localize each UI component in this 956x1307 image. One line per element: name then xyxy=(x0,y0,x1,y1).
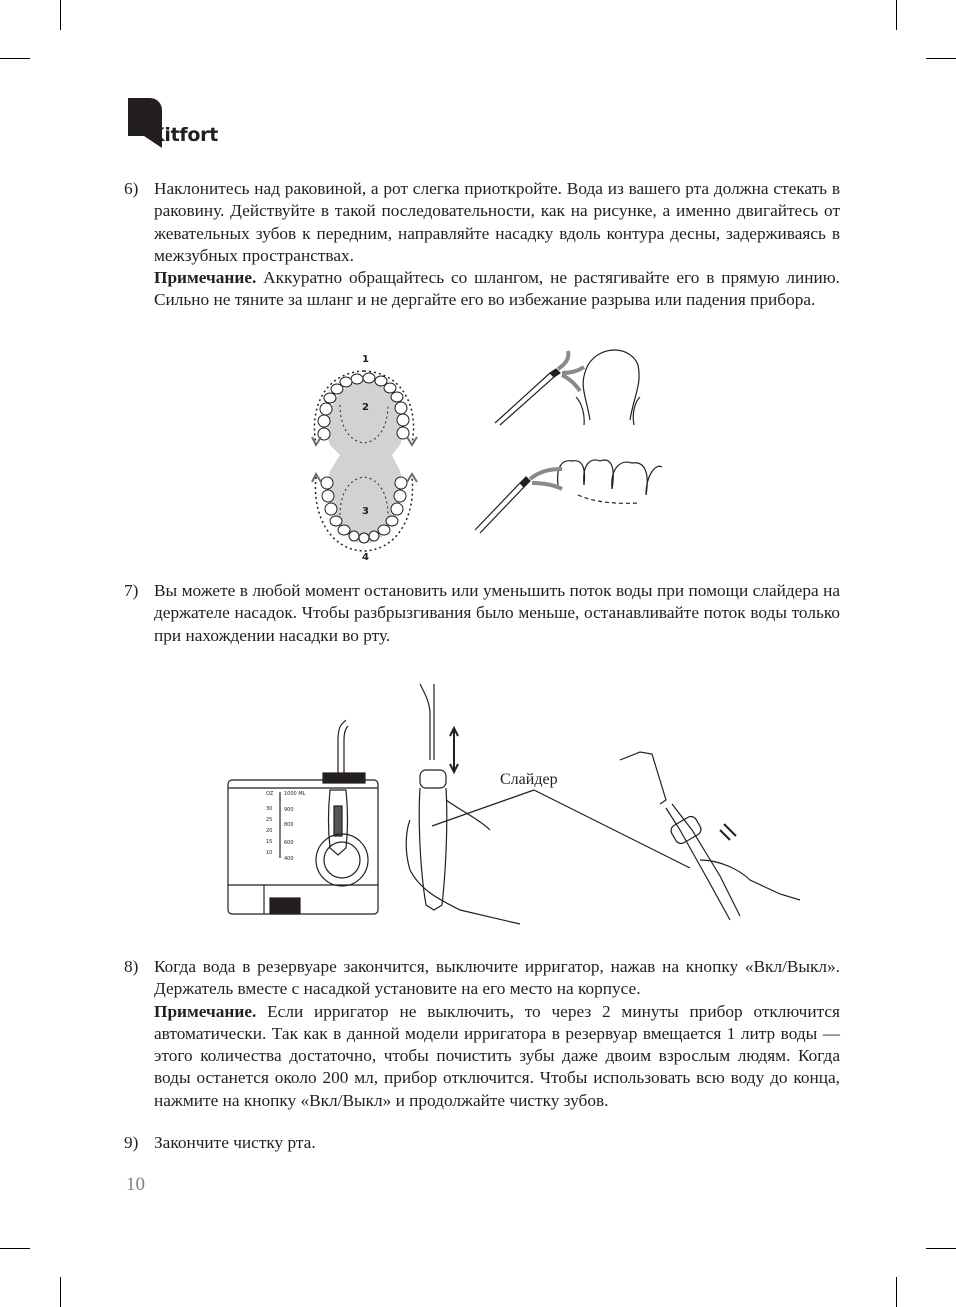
region-label: 1 xyxy=(362,354,369,365)
step-number: 8) xyxy=(124,957,139,976)
crop-mark xyxy=(60,1277,61,1307)
crop-mark xyxy=(0,1248,30,1249)
irrigator-base-unit xyxy=(228,720,378,914)
region-label: 4 xyxy=(362,552,369,563)
note-text: Аккуратно обращайтесь со шлангом, не растягивайте его в прямую линию. Сильно не тяните за шланг и не дергайте его во избежание разрыва или падения прибора. xyxy=(154,268,840,310)
step-8 xyxy=(124,956,840,1112)
step-9 xyxy=(124,1132,840,1154)
crop-mark xyxy=(926,1248,956,1249)
teeth-row-illustration xyxy=(475,460,662,533)
scale-mark: 15 xyxy=(266,839,273,845)
crop-mark xyxy=(0,58,30,59)
crop-mark xyxy=(896,1277,897,1307)
note-text: Если ирригатор не выключить, то через 2 минуты прибор отключится автоматически. Так как в данной модели ирригатора в резервуар вмещается 1 литр воды — этого количества достаточно, чтобы почистить зубы даже двоим взрослым людям. Когда воды останется около 200 мл, прибор отключится. Чтобы использовать всю воду до конца, нажмите на кнопку «Вкл/Выкл» и продолжайте чистку зубов. xyxy=(154,1001,840,1110)
scale-mark: 30 xyxy=(266,806,273,812)
region-label: 2 xyxy=(362,402,369,413)
step-note xyxy=(154,267,840,312)
brand-name: Kitfort xyxy=(150,124,218,146)
step-text: Вы можете в любой момент остановить или уменьшить поток воды при помощи слайдера на держателе насадок. Чтобы разбрызгивания было меньше, останавливайте поток воды только при нахождении насадки во рту. xyxy=(154,581,840,645)
front-tooth-illustration xyxy=(495,350,640,425)
note-label: Примечание. xyxy=(154,1001,257,1021)
step-text: Наклонитесь над раковиной, а рот слегка приоткройте. Вода из вашего рта должна стекать в раковину. Действуйте в такой последовательности, как на рисунке, а именно двигайтесь от жевательных зубов к передним, направляйте насадку вдоль контура десны, задерживаясь в межзубных пространствах. xyxy=(154,179,840,265)
crop-mark xyxy=(60,0,61,30)
scale-mark: 800 xyxy=(284,822,294,828)
scale-mark: OZ xyxy=(266,791,274,797)
crop-mark xyxy=(896,0,897,30)
step-number: 6) xyxy=(124,179,139,198)
irrigator-slider-diagram xyxy=(220,680,820,930)
slider-pointer xyxy=(432,790,690,868)
scale-mark: 20 xyxy=(266,828,273,834)
crop-mark xyxy=(926,58,956,59)
hand-with-handle xyxy=(406,684,520,924)
jaw-map xyxy=(312,354,417,563)
teeth-cleaning-diagram xyxy=(300,345,670,565)
note-label: Примечание. xyxy=(154,268,257,288)
step-text: Когда вода в резервуаре закончится, выключите ирригатор, нажав на кнопку «Вкл/Выкл». Держатель вместе с насадкой установите на его место на корпусе. xyxy=(154,957,840,999)
scale-mark: 1000 ML xyxy=(284,791,306,797)
step-text: Закончите чистку рта. xyxy=(154,1133,316,1152)
scale-mark: 900 xyxy=(284,807,294,813)
step-number: 7) xyxy=(124,581,139,600)
scale-mark: 400 xyxy=(284,856,294,862)
step-6 xyxy=(124,178,840,312)
angled-handle xyxy=(620,752,800,920)
scale-mark: 600 xyxy=(284,840,294,846)
step-note xyxy=(154,1001,840,1112)
slider-label: Слайдер xyxy=(500,771,558,788)
scale-mark: 25 xyxy=(266,817,273,823)
region-label: 3 xyxy=(362,506,369,517)
step-7 xyxy=(124,580,840,647)
scale-mark: 10 xyxy=(266,850,273,856)
step-number: 9) xyxy=(124,1133,139,1152)
page-number: 10 xyxy=(126,1174,145,1195)
